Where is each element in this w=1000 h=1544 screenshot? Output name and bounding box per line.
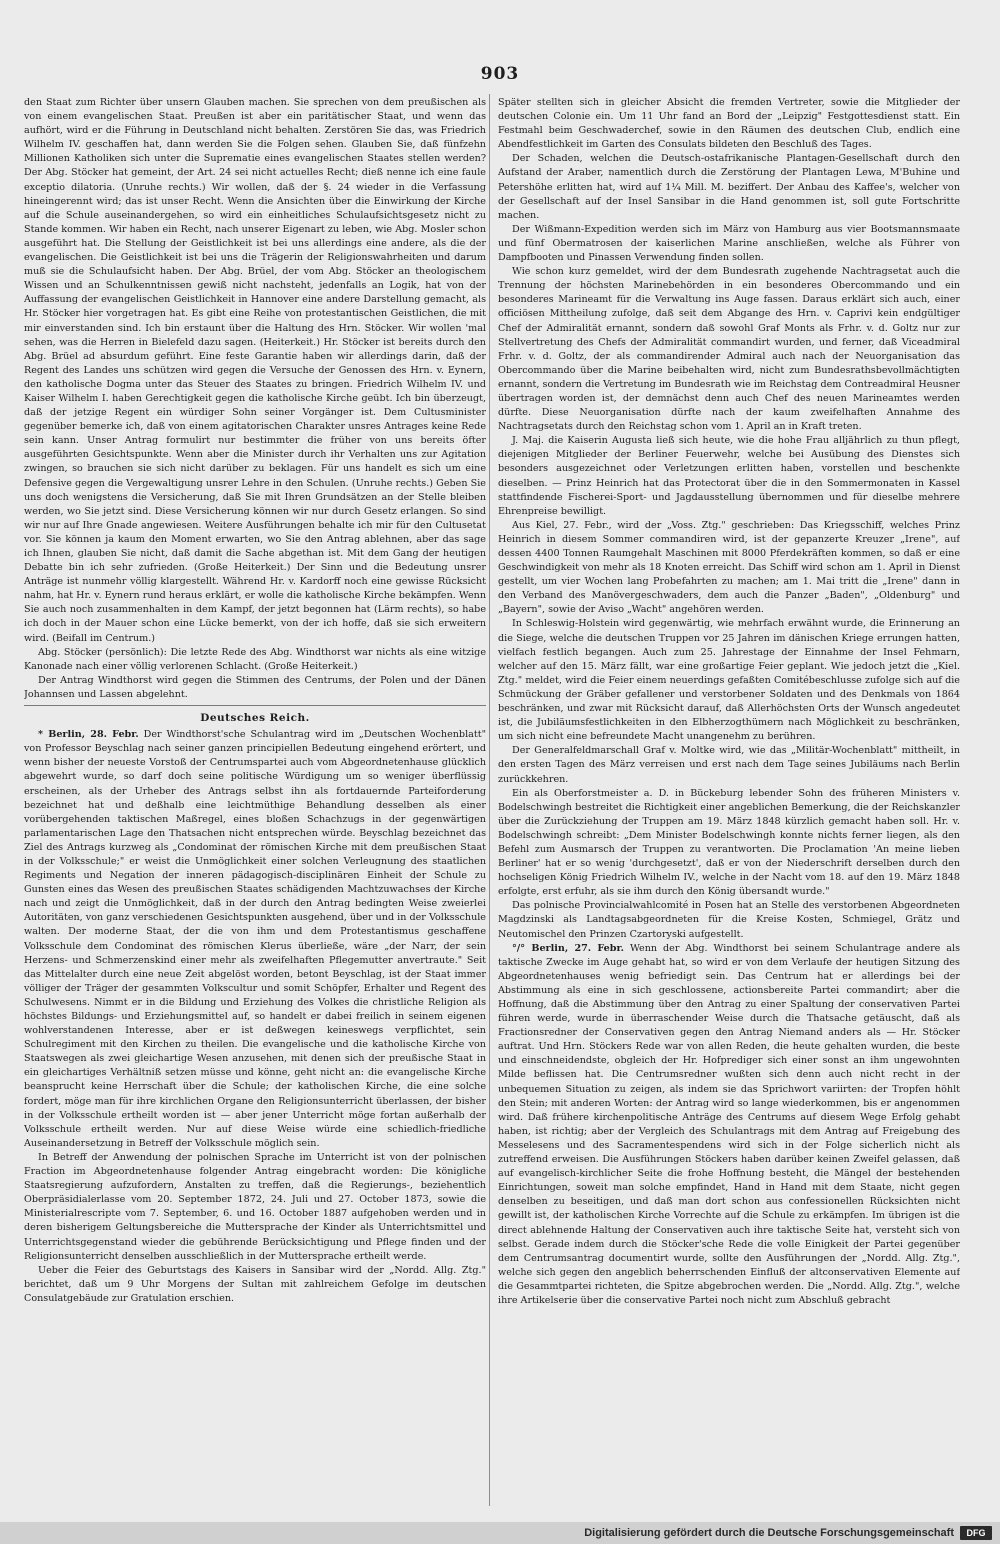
article-paragraph: Der Antrag Windthorst wird gegen die Stimmen des Centrums, der Polen und der Dänen Johannsen und Lassen abgelehnt. <box>24 674 486 700</box>
article-paragraph: Später stellten sich in gleicher Absicht die fremden Vertreter, sowie die Mitglieder der deutschen Colonie ein. Um 11 Uhr fand an Bord der „Leipzig" Festgottesdienst statt. Ein Festmahl beim Geschwaderchef, sowie in den Räumen des deutschen Club, endlich eine Abendfestlichkeit im Garten des Consulats bildeten den Beschluß des Tages. <box>498 97 960 151</box>
digitization-footer <box>0 1522 1000 1544</box>
article-text: Der Windthorst'sche Schulantrag wird im „Deutschen Wochenblatt" von Professor Beyschlag nach seiner ganzen principiellen Bedeutung eingehend erörtert, und wenn bisher der neueste Vorstoß der Centrumspartei auch vom Abgeordnetenhause glücklich abgewehrt wurde, so darf doch seine politische Würdigung um so weniger überflüssig erscheinen, als der Urheber des Antrags selbst ihn als fortdauernde Parteiforderung bezeichnet hat und deßhalb eine leichtmüthige Behandlung desselben als einer vorübergehenden taktischen Maßregel, eines bloßen Schachzugs in der gegenwärtigen parlamentarischen Lage den Thatsachen nicht entsprechen würde. Beyschlag bezeichnet das Ziel des Antrags kurzweg als „Condominat der römischen Kirche mit dem preußischen Staat in der Volksschule;" er weist die Unmöglichkeit einer solchen Verleugnung des staatlichen Regiments und Negation der inneren pädagogisch-disciplinären Einheit der Schule zu Gunsten eines das Wesen des preußischen Staates schädigenden Machtzuwachses der Kirche nach und zeigt die Unmöglichkeit, daß in der durch den Antrag bedingten Weise zweierlei Autoritäten, von ganz verschiedenen Gesichtspunkten ausgehend, über und in der Volksschule walten. Der moderne Staat, der die von ihm und dem Protestantismus geschaffene Volksschule dem Condominat des römischen Klerus überließe, wäre „der Narr, der sein Herzens- und Schmerzenskind einer mehr als zweifelhaften Pflegemutter anvertraute." Seit das Mittelalter durch eine neue Zeit abgelöst worden, betont Beyschlag, ist der Staat immer völliger der Träger der gesammten Volkscultur und somit Schöpfer, Erhalter und Regent des Schulwesens. Nimmt er in die Bildung und Erziehung des Volkes die christliche Religion als höchstes Bildungs- und Erziehungsmittel auf, so handelt er dabei freilich in seinem eigenen wohlverstandenen Interesse, aber er ist deßwegen keineswegs verpflichtet, sein Schulregiment mit den Kirchen zu theilen. Die evangelische und die katholische Kirche von Staatswegen als zwei gleichartige Wesen anzusehen, mit denen sich der preußische Staat in ein gleichartiges Verhältniß setzen müsse und könne, geht nicht an: die evangelische Kirche beansprucht keine Herrschaft über die Schule; der katholischen Kirche, die eine solche fordert, möge man für ihre kirchlichen Organe den Religionsunterricht überlassen, der bisher in der Volksschule ertheilt worden ist — aber jener Unterricht möge fortan außerhalb der Volksschule ertheilt werden. Nur auf diese Weise würde eine schiedlich-friedliche Auseinandersetzung in Betreff der Volksschule möglich sein. <box>24 729 486 1149</box>
funding-notice: Digitalisierung gefördert durch die Deutsche Forschungsgemeinschaft <box>584 1527 954 1539</box>
article-paragraph: Ein als Oberforstmeister a. D. in Bückeburg lebender Sohn des früheren Ministers v. Bodelschwingh bestreitet die Richtigkeit einer angeblichen Bemerkung, die der Reichskanzler über die Zurückziehung der Truppen am 19. März 1848 kürzlich gemacht haben soll. Hr. v. Bodelschwingh schreibt: „Dem Minister Bodelschwingh konnte nichts ferner liegen, als den Befehl zum Ausmarsch der Truppen zu verantworten. Die Proclamation 'An meine lieben Berliner' hat er so wenig 'durchgesetzt', daß er von der Niederschrift derselben durch den hochseligen König Friedrich Wilhelm IV., welche in der Nacht vom 18. auf den 19. März 1848 erfolgte, erst erfuhr, als sie ihm durch den König übersandt wurde." <box>498 787 960 898</box>
article-paragraph: Der Schaden, welchen die Deutsch-ostafrikanische Plantagen-Gesellschaft durch den Aufstand der Araber, namentlich durch die Zerstörung der Plantagen Lewa, M'Buhine und Petershöhe erlitten hat, wird auf 1¼ Mill. M. beziffert. Der Anbau des Kaffee's, welcher von der Gesellschaft auf der Insel Sansibar in die Hand genommen ist, soll gute Fortschritte machen. <box>498 153 960 221</box>
article-paragraph: J. Maj. die Kaiserin Augusta ließ sich heute, wie die hohe Frau alljährlich zu thun pflegt, diejenigen Mitglieder der Berliner Feuerwehr, welche bei Ausübung des Dienstes sich besonders ausgezeichnet oder Verletzungen erlitten haben, vorstellen und beschenkte dieselben. — Prinz Heinrich hat das Protectorat über die in den Sommermonaten in Kassel stattfindende Fischerei-Sport- und Jagdausstellung übernommen und für dieselbe mehrere Ehrenpreise bewilligt. <box>498 435 960 517</box>
article-paragraph: In Schleswig-Holstein wird gegenwärtig, wie mehrfach erwähnt wurde, die Erinnerung an die Siege, welche die deutschen Truppen vor 25 Jahren im dänischen Kriege errungen hatten, vielfach festlich begangen. Auch zum 25. Jahrestage der Einnahme der Insel Fehmarn, welcher auf den 15. März fällt, war eine großartige Feier geplant. Wie jedoch jetzt die „Kiel. Ztg." meldet, wird die Feier einem neuerdings gefaßten Comitébeschlusse zufolge sich auf die Schmückung der Gräber gefallener und verstorbener Soldaten und des Denkmals von 1864 beschränken, und zwar mit Rücksicht darauf, daß Allerhöchsten Orts der Wunsch angedeutet ist, die Jubiläumsfestlichkeiten in den Elbherzogthümern nach Möglichkeit zu beschränken, um sich nicht eine befreundete Macht unangenehm zu berühren. <box>498 618 960 743</box>
article-paragraph: den Staat zum Richter über unsern Glauben machen. Sie sprechen von dem preußischen als von einem evangelischen Staat. Preußen ist aber ein paritätischer Staat, und wenn das aufhört, wird er die Führung in Deutschland nicht behalten. Zerstören Sie das, was Friedrich Wilhelm IV. geschaffen hat, dann werden Sie die Folgen sehen. Glauben Sie, daß fünfzehn Millionen Katholiken sich unter die Suprematie eines evangelischen Staates stellen werden? Der Abg. Stöcker hat gemeint, der Art. 24 sei nicht actuelles Recht; dieß nenne ich eine faule exceptio dilatoria. (Unruhe rechts.) Wir wollen, daß der §. 24 wieder in die Verfassung hineingerennt wird; das ist unser Recht. Wenn die Ansichten über die Einwirkung der Kirche auf die Schule auseinandergehen, so wird ein einheitliches Schulaufsichtsgesetz nicht zu Stande kommen. Wir haben ein Recht, nach unserer Eigenart zu leben, wie Abg. Mosler schon ausgeführt hat. Die Stellung der Geistlichkeit ist bei uns allerdings eine andere, als die der evangelischen. Die Geistlichkeit ist bei uns die Trägerin der Religionswahrheiten und darum muß sie die Schulaufsicht haben. Der Abg. Brüel, der vom Abg. Stöcker an theologischem Wissen und an Schulkenntnissen gewiß nicht nachsteht, jedenfalls an Logik, hat von der Auffassung der evangelischen Geistlichkeit in Hannover eine andere Darstellung gemacht, als Hr. Stöcker hier vorgetragen hat. Es gibt eine Reihe von protestantischen Geistlichen, die mit mir einverstanden sind. Ich bin erstaunt über die Haltung des Hrn. Stöcker. Wir wollen 'mal sehen, was die Herren in Bielefeld dazu sagen. (Heiterkeit.) Hr. Stöcker ist bereits durch den Abg. Brüel ad absurdum geführt. Eine feste Garantie haben wir allerdings darin, daß der Regent des Landes uns schützen wird gegen die Versuche der Genossen des Hrn. v. Eynern, den katholische Dogma unter das Steuer des Staates zu bringen. Friedrich Wilhelm IV. und Kaiser Wilhelm I. haben Gerechtigkeit gegen die katholische Kirche geübt. Ich bin überzeugt, daß der jetzige Regent ein würdiger Sohn seiner Vorgänger ist. Dem Cultusminister gegenüber bemerke ich, daß von einem agitatorischen Charakter unsres Antrages keine Rede sein kann. Unser Antrag formulirt nur bestimmter die früher von uns bereits öfter ausgeführten Gesichtspunkte. Wenn aber die Minister durch ihr Verhalten uns zur Agitation zwingen, so brauchen sie sich nicht darüber zu beklagen. Für uns handelt es sich um eine Defensive gegen die Vergewaltigung unsrer Lehre in den Schulen. (Unruhe rechts.) Geben Sie uns doch wenigstens die Versicherung, daß Sie mit Ihren Grundsätzen an der Stelle bleiben werden, wo Sie jetzt sind. Diese Versicherung können wir nur durch Gesetz erlangen. So sind wir nur auf Ihre Gnade angewiesen. Weitere Ausführungen behalte ich mir für den Cultusetat vor. Sie können ja kaum den Moment erwarten, wo Sie den Antrag ablehnen, aber das sage ich Ihnen, glauben Sie nicht, daß damit die Sache abgethan ist. Mit dem Gang der heutigen Debatte bin ich sehr zufrieden. (Große Heiterkeit.) Der Sinn und die Bedeutung unsrer Anträge ist nunmehr völlig klargestellt. Während Hr. v. Kardorff noch eine gewisse Rücksicht nahm, hat Hr. v. Eynern rund heraus erklärt, er wolle die katholische Kirche bekämpfen. Wenn Sie auch noch zusammenhalten in dem Kampf, der jetzt begonnen hat (Lärm rechts), so habe ich doch in der Mauer schon eine Lücke bemerkt, von der ich hoffe, daß sie sich erweitern wird. (Beifall im Centrum.) <box>24 97 486 644</box>
article-text: Wenn der Abg. Windthorst bei seinem Schulantrage andere als taktische Zwecke im Auge gehabt hat, so wird er von dem Verlaufe der heutigen Sitzung des Abgeordnetenhauses wenig befriedigt sein. Das Centrum hat er allerdings bei der Abstimmung als eine in sich geschlossene, actionsbereite Partei commandirt; aber die Hoffnung, daß die Abstimmung über den Antrag zu einer Spaltung der conservativen Partei führen werde, wurde in überraschender Weise durch die Thatsache getäuscht, daß als Fractionsredner der Conservativen gegen den Antrag Niemand anders als — Hr. Stöcker auftrat. Und Hrn. Stöckers Rede war von allen Reden, die heute gehalten wurden, die beste und einschneidendste, obgleich der Hr. Hofprediger sich einer sonst an ihm ungewohnten Milde beflissen hat. Die Centrumsredner wußten sich denn auch nicht recht in der unbequemen Situation zu zeigen, als indem sie das Sprichwort variirten: der Tropfen höhlt den Stein; mit anderen Worten: der Antrag wird so lange wiederkommen, bis er angenommen wird. Daß frühere kirchenpolitische Anträge des Centrums auf diesem Wege Erfolg gehabt haben, ist richtig; aber der Vergleich des Schulantrags mit dem Antrag auf Freigebung des Messelesens und des Sacramentespendens wird sich in der Folge sicherlich nicht als zutreffend erweisen. Die Ausführungen Stöckers haben darüber keinen Zweifel gelassen, daß auf evangelisch-kirchlicher Seite die frohe Hoffnung besteht, die Mängel der bestehenden Einrichtungen, soweit man solche empfindet, Hand in Hand mit dem Staate, nicht gegen denselben zu beseitigen, und daß man dort schon aus confessionellen Rücksichten nicht gewillt ist, der katholischen Kirche Vorrechte auf die Schule zu erkämpfen. Im übrigen ist die direct ablehnende Haltung der Conservativen auch ihre taktische Seite hat, versteht sich von selbst. Gerade indem durch die Stöcker'sche Rede die volle Einigkeit der Partei gegenüber dem Centrumsantrag documentirt wurde, sollte den Ausführungen der „Nordd. Allg. Ztg.", welche sich gegen den angeblich beherrschenden Einfluß der altconservativen Elemente auf die Gesammtpartei richteten, die Spitze abgebrochen werden. Die „Nordd. Allg. Ztg.", welche ihre Artikelserie über die conservative Partei noch nicht zum Abschluß gebracht <box>498 942 960 1306</box>
article-paragraph: Der Wißmann-Expedition werden sich im März von Hamburg aus vier Bootsmannsmaate und fünf Obermatrosen der kaiserlichen Marine anschließen, welche als Führer von Dampfbooten und Pinassen Verwendung finden sollen. <box>498 223 960 264</box>
left-column <box>24 96 486 1506</box>
column-rule <box>489 94 490 1506</box>
page-number: 903 <box>480 64 520 84</box>
section-heading: Deutsches Reich. <box>200 712 310 725</box>
article-paragraph <box>24 728 486 1151</box>
right-column <box>498 96 960 1506</box>
article-paragraph: Der Generalfeldmarschall Graf v. Moltke wird, wie das „Militär-Wochenblatt" mittheilt, in den ersten Tagen des März verreisen und erst nach dem Tage seines Jubiläums nach Berlin zurückkehren. <box>498 745 960 785</box>
article-paragraph: Aus Kiel, 27. Febr., wird der „Voss. Ztg." geschrieben: Das Kriegsschiff, welches Prinz Heinrich in diesem Sommer commandiren wird, ist der gepanzerte Kreuzer „Irene", auf dessen 4400 Tonnen Raumgehalt Maschinen mit 8000 Pferdekräften kommen, so daß er eine Geschwindigkeit von mehr als 18 Knoten erreicht. Das Schiff wird schon am 1. April in Dienst gestellt, um vier Wochen lang Probefahrten zu machen; am 1. Mai tritt die „Irene" dann in den Verband des Manövergeschwaders, dem auch die Panzer „Baden", „Oldenburg" und „Bayern", sowie der Aviso „Wacht" angehören werden. <box>498 519 960 616</box>
dateline: * Berlin, 28. Febr. <box>38 729 139 741</box>
dfg-logo-icon: DFG <box>960 1526 992 1540</box>
dateline: °/° Berlin, 27. Febr. <box>512 942 624 954</box>
article-paragraph: Abg. Stöcker (persönlich): Die letzte Rede des Abg. Windthorst war nichts als eine witzige Kanonade nach einer völlig verlorenen Schlacht. (Große Heiterkeit.) <box>24 646 486 672</box>
article-paragraph: Das polnische Provincialwahlcomité in Posen hat an Stelle des verstorbenen Abgeordneten Magdzinski als Landtagsabgeordneten für die Kreise Kosten, Schmiegel, Grätz und Neutomischel den Prinzen Czartoryski aufgestellt. <box>498 900 960 940</box>
article-paragraph: In Betreff der Anwendung der polnischen Sprache im Unterricht ist von der polnischen Fraction im Abgeordnetenhause folgender Antrag eingebracht worden: Die königliche Staatsregierung aufzufordern, Anstalten zu treffen, daß die Regierungs-, beziehentlich Oberpräsidialerlasse vom 20. September 1872, 24. Juli und 27. October 1873, sowie die Ministerialrescripte vom 7. September, 6. und 16. October 1887 aufgehoben werden und in deren bisherigem Geltungsbereiche die Muttersprache der Kinder als Unterrichtsmittel und Unterrichtsgegenstand wieder die gebührende Berücksichtigung und Pflege finden und der Religionsunterricht denselben ausschließlich in der Muttersprache ertheilt werde. <box>24 1151 486 1262</box>
article-paragraph: Wie schon kurz gemeldet, wird der dem Bundesrath zugehende Nachtragsetat auch die Trennung der höchsten Marinebehörden in ein besonderes Obercommando und ein besonderes Marineamt für die Verwaltung ins Auge fassen. Daraus erklärt sich auch, einer officiösen Mittheilung zufolge, daß seit dem Abgange des Hrn. v. Caprivi kein endgültiger Chef der Admiralität ernannt, sondern daß sowohl Graf Monts als Frhr. v. d. Goltz nur zur Stellvertretung des Chefs der Admiralität commandirt wurden, und ferner, daß Viceadmiral Frhr. v. d. Goltz, der als commandirender Admiral auch nach der Neuorganisation das Obercommando über die Marine beibehalten wird, nicht zum Bundesrathsbevollmächtigten ernannt, sondern die Vertretung im Bundesrath wie im Reichstag dem Contreadmiral Heusner übertragen worden ist, der demnächst denn auch Chef des neuen Marineamtes werden dürfte. Diese Neuorganisation dürfte nach der kaum zweifelhaften Annahme des Nachtragsetats durch den Reichstag schon vom 1. April an in Kraft treten. <box>498 266 960 433</box>
section-divider <box>24 705 486 706</box>
article-paragraph: Ueber die Feier des Geburtstags des Kaisers in Sansibar wird der „Nordd. Allg. Ztg." berichtet, daß um 9 Uhr Morgens der Sultan mit zahlreichem Gefolge im deutschen Consulatgebäude zur Gratulation erschien. <box>24 1264 486 1304</box>
article-paragraph <box>498 942 960 1308</box>
